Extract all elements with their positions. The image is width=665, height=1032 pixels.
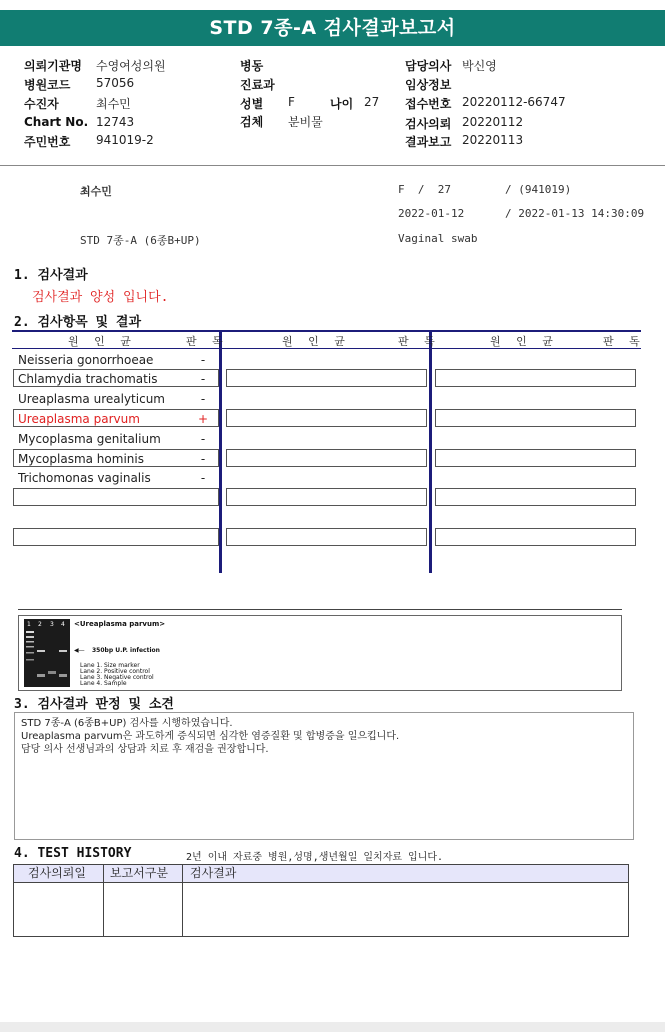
empty-row-box xyxy=(435,528,636,546)
col-header-judgment: 판 독 xyxy=(603,335,646,348)
col-header-pathogen: 원 인 균 xyxy=(68,335,137,348)
col-header-judgment: 판 독 xyxy=(398,335,441,348)
gel-lane-number: 2 xyxy=(38,621,42,628)
pathogen-result: - xyxy=(200,452,206,466)
empty-row-box xyxy=(226,449,427,467)
page-footer-bar xyxy=(0,1022,665,1032)
receipt-date: 2022-01-12 xyxy=(398,207,465,220)
result-summary: 검사결과 양성 입니다. xyxy=(32,290,169,305)
section4-title: 4. TEST HISTORY xyxy=(14,846,132,861)
history-col-divider xyxy=(103,864,104,937)
header-label: 임상정보 xyxy=(405,78,452,92)
header-value: F xyxy=(288,95,295,109)
header-value: 27 xyxy=(364,95,380,109)
header-label: 검체 xyxy=(240,115,264,129)
history-note: 2년 이내 자료중 병원,성명,생년월일 일치자료 입니다. xyxy=(186,852,444,863)
history-col-request-date: 검사의뢰일 xyxy=(28,866,86,880)
gel-lane-number: 4 xyxy=(61,621,65,628)
pathogen-name: Ureaplasma urealyticum xyxy=(18,392,165,406)
empty-row-box xyxy=(435,449,636,467)
test-name: STD 7종-A (6종B+UP) xyxy=(80,234,201,247)
header-label: 담당의사 xyxy=(405,59,452,73)
pathogen-name: Mycoplasma genitalium xyxy=(18,432,161,446)
gel-lane-number: 3 xyxy=(50,621,54,628)
header-value: 수영여성의원 xyxy=(96,59,166,73)
gel-legend: Lane 2. Positive control xyxy=(80,668,150,675)
header-label: 성별 xyxy=(240,97,264,111)
header-label: Chart No. xyxy=(24,115,89,129)
opinion-line: Ureaplasma parvum은 과도하게 증식되면 심각한 염증질환 및 합병증을 일으킵니다. xyxy=(21,731,400,742)
report-datetime: / 2022-01-13 14:30:09 xyxy=(505,207,645,220)
pathogen-name-positive: Ureaplasma parvum xyxy=(18,412,140,426)
header-label: 병원코드 xyxy=(24,78,71,92)
gel-bands xyxy=(24,619,70,687)
gel-top-rule xyxy=(18,609,622,610)
empty-row-box xyxy=(226,409,427,427)
history-col-report-type: 보고서구분 xyxy=(110,866,168,880)
pathogen-result-positive: + xyxy=(197,412,209,426)
header-value: 박신영 xyxy=(462,59,497,73)
header-label: 진료과 xyxy=(240,78,275,92)
history-table-header xyxy=(13,864,629,883)
opinion-line: STD 7종-A (6종B+UP) 검사를 시행하였습니다. xyxy=(21,718,233,729)
section3-title: 3. 검사결과 판정 및 소견 xyxy=(14,697,174,712)
header-label: 접수번호 xyxy=(405,97,452,111)
header-value: 분비물 xyxy=(288,115,323,129)
header-value: 941019-2 xyxy=(96,133,154,147)
gel-arrow-icon: ◀— xyxy=(74,647,85,654)
pathogen-name: Mycoplasma hominis xyxy=(18,452,144,466)
report-title: STD 7종-A 검사결과보고서 xyxy=(0,10,665,46)
header-value: 12743 xyxy=(96,115,135,129)
opinion-box xyxy=(14,712,634,840)
specimen-type: Vaginal swab xyxy=(398,232,478,245)
header-value: 20220113 xyxy=(462,133,524,147)
empty-row-box xyxy=(13,488,219,506)
gel-title: <Ureaplasma parvum> xyxy=(74,620,166,628)
empty-row-box xyxy=(226,488,427,506)
header-label: 수진자 xyxy=(24,97,59,111)
header-value: 20220112-66747 xyxy=(462,95,566,109)
pathogen-name: Trichomonas vaginalis xyxy=(18,471,151,485)
table-column-divider xyxy=(219,330,222,573)
header-value: 57056 xyxy=(96,76,135,90)
col-header-pathogen: 원 인 균 xyxy=(490,335,559,348)
section1-title: 1. 검사결과 xyxy=(14,268,88,283)
gel-lane-number: 1 xyxy=(27,621,31,628)
col-header-pathogen: 원 인 균 xyxy=(282,335,351,348)
empty-row-box xyxy=(435,488,636,506)
pathogen-name: Chlamydia trachomatis xyxy=(18,372,158,386)
section2-title: 2. 검사항목 및 결과 xyxy=(14,315,142,330)
table-top-border xyxy=(12,330,641,332)
empty-row-box xyxy=(435,369,636,387)
empty-row-box xyxy=(13,528,219,546)
empty-row-box xyxy=(226,528,427,546)
gel-legend: Lane 3. Negative control xyxy=(80,674,154,681)
history-col-divider xyxy=(182,864,183,937)
gel-image xyxy=(24,619,70,687)
table-column-divider xyxy=(429,330,432,573)
pathogen-result: - xyxy=(200,372,206,386)
gel-legend: Lane 1. Size marker xyxy=(80,662,140,669)
patient-sex-age: F / 27 xyxy=(398,183,451,196)
header-label: 병동 xyxy=(240,59,264,73)
header-label: 주민번호 xyxy=(24,135,71,149)
history-col-result: 검사결과 xyxy=(190,866,237,880)
empty-row-box xyxy=(226,369,427,387)
pathogen-result: - xyxy=(200,471,206,485)
patient-dob: / (941019) xyxy=(505,183,572,196)
gel-band-label: 350bp U.P. infection xyxy=(92,647,160,654)
header-value: 최수민 xyxy=(96,97,131,111)
col-header-judgment: 판 독 xyxy=(186,335,229,348)
header-divider xyxy=(0,165,665,166)
header-value: 20220112 xyxy=(462,115,524,129)
pathogen-result: - xyxy=(200,432,206,446)
pathogen-name: Neisseria gonorrhoeae xyxy=(18,353,154,367)
opinion-line: 담당 의사 선생님과의 상담과 치료 후 재검을 권장합니다. xyxy=(21,744,269,755)
patient-name: 최수민 xyxy=(80,185,112,198)
header-label: 결과보고 xyxy=(405,135,452,149)
pathogen-result: - xyxy=(200,353,206,367)
header-label: 나이 xyxy=(330,97,354,111)
empty-row-box xyxy=(435,409,636,427)
header-label: 의뢰기관명 xyxy=(24,59,82,73)
header-label: 검사의뢰 xyxy=(405,117,452,131)
pathogen-result: - xyxy=(200,392,206,406)
gel-legend: Lane 4. Sample xyxy=(80,680,127,687)
